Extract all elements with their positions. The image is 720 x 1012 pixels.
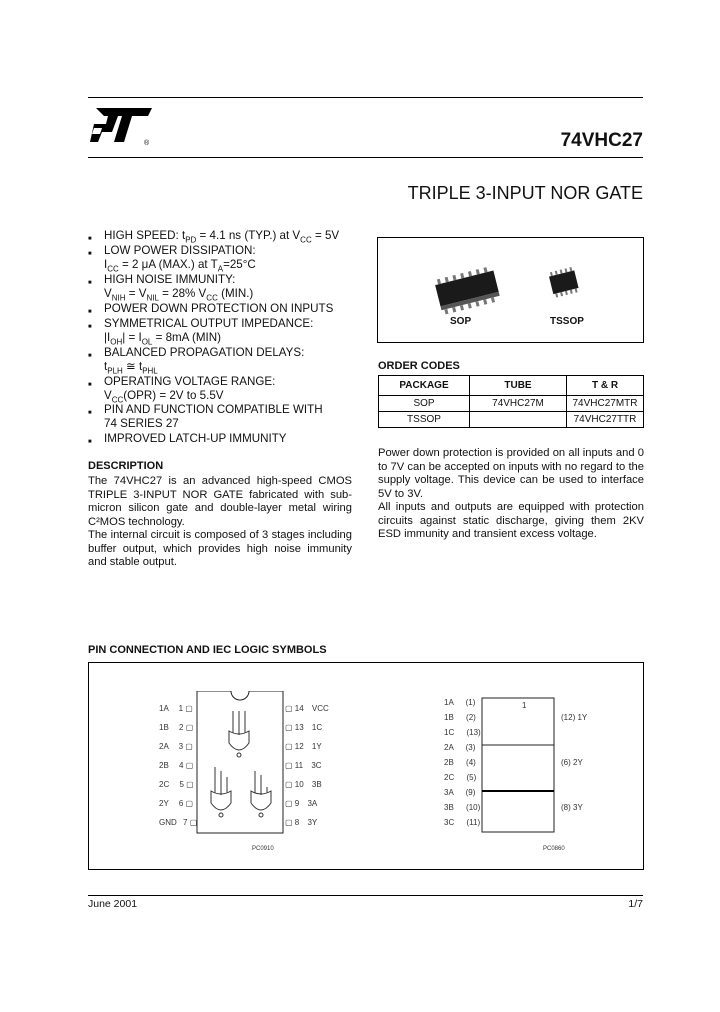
feature-8-detail: 74 SERIES 27 — [104, 417, 179, 430]
pin-name: 1C — [311, 723, 323, 732]
feature-5: SYMMETRICAL OUTPUT IMPEDANCE: — [104, 317, 314, 330]
table-row — [379, 396, 644, 412]
iec-input-name: 2A — [444, 743, 454, 752]
iec-output-pin: (6) — [561, 758, 571, 767]
pin-name: 1Y — [311, 742, 322, 751]
pin-number: 4 — [179, 761, 184, 770]
pin-number: 14 — [294, 704, 304, 713]
order-codes-table — [378, 375, 644, 428]
package-label-tssop: TSSOP — [550, 316, 584, 327]
table-cell — [470, 412, 567, 428]
feature-2: LOW POWER DISSIPATION: — [104, 244, 256, 257]
iec-input-pin: (11) — [466, 818, 481, 827]
iec-input-pin: (4) — [466, 758, 476, 767]
feature-1: HIGH SPEED: $t_{PD} = 4.1$ ns (TYP.) at $V_{CC} = 5V$ — [104, 229, 340, 245]
table-header-row — [379, 376, 644, 396]
iec-output-name: 2Y — [573, 758, 583, 767]
pin-section-heading: PIN CONNECTION AND IEC LOGIC SYMBOLS — [88, 644, 327, 656]
iec-input-pin: (3) — [465, 743, 476, 752]
feature-9: IMPROVED LATCH-UP IMMUNITY — [104, 432, 287, 445]
iec-output-name: 3Y — [573, 803, 583, 812]
pin-name: 3C — [311, 761, 322, 770]
pin-name: 2C — [159, 780, 170, 789]
pin-name: GND — [159, 818, 177, 827]
table-cell: 74VHC27MTR — [567, 396, 644, 412]
pin-name: 2Y — [159, 799, 169, 808]
table-row — [379, 412, 644, 428]
feature-7: OPERATING VOLTAGE RANGE: — [104, 375, 276, 388]
pin-number: 9 — [294, 799, 300, 808]
pin-number: 7 — [183, 818, 188, 827]
iec-input-pin: (5) — [466, 773, 477, 782]
pin-name: 2A — [159, 742, 169, 751]
pin-number: 13 — [294, 723, 304, 732]
feature-6: BALANCED PROPAGATION DELAYS: — [104, 346, 305, 359]
st-logo-icon — [88, 104, 154, 146]
iec-input-name: 3A — [444, 788, 454, 797]
feature-5-detail: $|I_{OH}| = I_{OL} = 8mA$ (MIN) — [104, 331, 221, 347]
dip-pinout-diagram — [149, 691, 359, 861]
feature-3: HIGH NOISE IMMUNITY: — [104, 273, 236, 286]
iec-output-pin: (12) — [561, 713, 576, 722]
iec-input-name: 2C — [444, 773, 455, 782]
iec-input-pin: (9) — [465, 788, 476, 797]
right-para-1: Power down protection is provided on all inputs and 0 to 7V can be accepted on inputs with no regard to the supply voltage. This device can be used to interface 5V to 3V. — [378, 447, 644, 500]
pin-number: 1 — [178, 704, 184, 713]
table-cell: 74VHC27TTR — [567, 412, 644, 428]
iec-input-pin: (13) — [466, 728, 481, 737]
page-title: TRIPLE 3-INPUT NOR GATE — [407, 183, 643, 203]
right-caption: PC0860 — [543, 846, 565, 852]
pin-name: 1B — [159, 723, 169, 732]
iec-input-pin: (2) — [466, 713, 476, 722]
st-logo — [88, 104, 154, 146]
table-cell: SOP — [379, 396, 470, 412]
pin-number: 3 — [178, 742, 184, 751]
package-label-sop: SOP — [450, 316, 472, 327]
pin-number: 6 — [178, 799, 184, 808]
iec-input-name: 1A — [444, 698, 454, 707]
pin-number: 10 — [294, 780, 304, 789]
pin-name: VCC — [311, 704, 329, 713]
iec-output-pin: (8) — [561, 803, 571, 812]
pin-number: 5 — [179, 780, 184, 789]
iec-input-name: 3B — [444, 803, 454, 812]
footer-date: June 2001 — [88, 898, 138, 910]
col-tr: T & R — [567, 376, 644, 396]
description-para-2: The internal circuit is composed of 3 stages including buffer output, which provides high noise immunity and stable output. — [88, 529, 352, 569]
feature-2-detail: $I_{CC} = 2$ μA (MAX.) at $T_A=25^\circ C$ — [104, 258, 256, 274]
iec-logic-symbol — [481, 697, 555, 833]
pin-name: 3Y — [307, 818, 318, 827]
table-cell: TSSOP — [379, 412, 470, 428]
description-para-1: The 74VHC27 is an advanced high-speed CMOS TRIPLE 3-INPUT NOR GATE fabricated with sub-micron silicon gate and double-layer metal wiring C²MOS technology. — [88, 475, 352, 528]
pin-number: 11 — [294, 761, 304, 770]
feature-4: POWER DOWN PROTECTION ON INPUTS — [104, 302, 334, 315]
order-codes-heading: ORDER CODES — [378, 360, 460, 372]
iec-input-name: 3C — [444, 818, 455, 827]
feature-7-detail: $V_{CC}(OPR) = 2V$ to 5.5V — [104, 389, 224, 405]
iec-input-name: 1C — [444, 728, 455, 737]
package-image-box — [377, 237, 644, 343]
iec-input-name: 1B — [444, 713, 454, 722]
pin-name: 3B — [311, 780, 322, 789]
iec-input-name: 2B — [444, 758, 454, 767]
feature-3-detail: $V_{NIH} = V_{NIL} = 28\%$ $V_{CC}$ (MIN.) — [104, 287, 254, 303]
right-para-2: All inputs and outputs are equipped with protection circuits against static discharge, giving them 2KV ESD immunity and transient excess voltage. — [378, 501, 644, 541]
feature-6-detail: $t_{PLH}$ ≅ $t_{PHL}$ — [104, 360, 158, 376]
pin-number: 2 — [179, 723, 184, 732]
iec-input-pin: (10) — [466, 803, 481, 812]
iec-function-label: 1 — [522, 701, 527, 710]
part-number: 74VHC27 — [560, 130, 643, 151]
pin-diagram-box: 1A 1 ▢ 1B 2 ▢ 2A 3 ▢ 2B 4 ▢ 2C 5 ▢ 2Y 6 ▢ GND 7 ▢ ▢ 14 VCC ▢ 13 1C ▢ 12 1Y ▢ 11 3C ▢ 10 3B ▢ 9 3A ▢ 8 3Y PC0910 1 1A (1) 1B (2) 1C (13) 2A (3) 2B (4) 2C (5) 3A (9) 3B (10) 3C (11) (12) 1Y (6) 2Y (8) 3Y PC0860 — [88, 662, 644, 870]
iec-output-name: 1Y — [577, 713, 588, 722]
description-heading: DESCRIPTION — [88, 460, 164, 472]
pin-name: 3A — [307, 799, 318, 808]
table-cell: 74VHC27M — [470, 396, 567, 412]
iec-input-pin: (1) — [465, 698, 476, 707]
pin-number: 12 — [294, 742, 304, 751]
pin-number: 8 — [294, 818, 300, 827]
svg-text:®: ® — [144, 140, 150, 146]
left-caption: PC0910 — [252, 846, 274, 852]
pin-name: 1A — [159, 704, 169, 713]
col-tube: TUBE — [470, 376, 567, 396]
package-chips-icon — [378, 238, 643, 342]
footer-page: 1/7 — [628, 898, 643, 910]
col-package: PACKAGE — [379, 376, 470, 396]
pin-name: 2B — [159, 761, 169, 770]
feature-8: PIN AND FUNCTION COMPATIBLE WITH — [104, 403, 323, 416]
